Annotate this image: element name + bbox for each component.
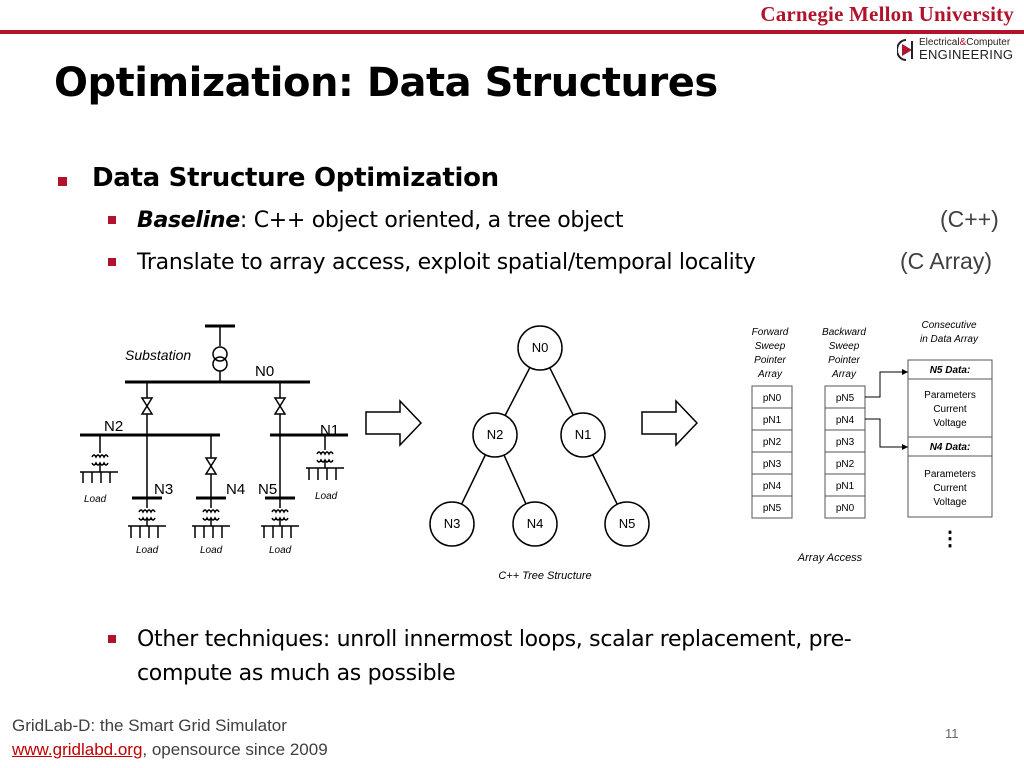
forward-cell: pN2 (762, 437, 782, 448)
sub-bullet-marker (108, 635, 116, 643)
n4-data-label: N4 Data: (929, 442, 971, 453)
backward-header-line: Backward (822, 327, 866, 338)
note-c-array: (C Array) (900, 248, 992, 274)
tree-node-n4: N4 (526, 516, 544, 531)
tree-node-n0: N0 (531, 340, 549, 355)
slide-title: Optimization: Data Structures (54, 60, 718, 106)
ece-logo-icon (897, 38, 917, 62)
substation-label: Substation (125, 347, 192, 363)
node-label-n2: N2 (104, 418, 124, 435)
feeder-circuit-diagram (70, 318, 360, 563)
bullet-main: Data Structure Optimization (92, 163, 499, 193)
sub-bullet-baseline: Baseline: C++ object oriented, a tree object (137, 208, 624, 233)
node-label-n5: N5 (258, 481, 278, 498)
bullet-marker (58, 177, 67, 186)
footer-line2: www.gridlabd.org, opensource since 2009 (12, 740, 328, 759)
sub-bullet-marker (108, 258, 116, 266)
forward-cell: pN1 (762, 415, 782, 426)
node-label-n4: N4 (226, 481, 246, 498)
data-line: Voltage (933, 418, 967, 429)
backward-cell: pN5 (835, 393, 855, 404)
tree-node-n3: N3 (443, 516, 461, 531)
data-line: Parameters (924, 390, 976, 401)
cpp-tree-diagram (425, 325, 660, 585)
sub-bullet-translate: Translate to array access, exploit spatial/temporal locality (137, 250, 756, 275)
node-label-n1: N1 (320, 422, 340, 439)
sub-bullet-marker (108, 216, 116, 224)
load-label: Load (269, 545, 292, 556)
forward-cell: pN5 (762, 503, 782, 514)
note-cpp: (C++) (940, 206, 999, 232)
forward-cell: pN3 (762, 459, 782, 470)
tree-caption: C++ Tree Structure (498, 570, 592, 582)
backward-cell: pN4 (835, 415, 855, 426)
header-rule (0, 30, 1024, 34)
right-arrow-icon (640, 398, 700, 448)
backward-header-line: Pointer (828, 355, 860, 366)
load-label: Load (200, 545, 223, 556)
data-line: Parameters (924, 469, 976, 480)
footer-title: GridLab-D: the Smart Grid Simulator (12, 716, 287, 735)
array-caption: Array Access (797, 552, 863, 564)
data-line: Voltage (933, 497, 967, 508)
tree-node-n5: N5 (618, 516, 636, 531)
forward-header-line: Array (758, 369, 782, 380)
ece-logo: Electrical&Computer ENGINEERING (897, 36, 1021, 64)
sub-bullet-other-line1: Other techniques: unroll innermost loops, scalar replacement, pre- (137, 627, 852, 652)
array-access-diagram (730, 315, 1020, 570)
data-line: Current (933, 404, 967, 415)
ellipsis-icon: ⋮ (940, 528, 960, 550)
backward-cell: pN2 (835, 459, 855, 470)
load-label: Load (136, 545, 159, 556)
backward-cell: pN0 (835, 503, 855, 514)
page-number: 11 (945, 726, 959, 741)
backward-cell: pN1 (835, 481, 855, 492)
consecutive-header-line: Consecutive (921, 320, 977, 331)
n5-data-label: N5 Data: (929, 365, 971, 376)
tree-node-n1: N1 (574, 427, 592, 442)
node-label-n0: N0 (255, 363, 275, 380)
backward-cell: pN3 (835, 437, 855, 448)
forward-cell: pN4 (762, 481, 782, 492)
tree-node-n2: N2 (486, 427, 504, 442)
node-label-n3: N3 (154, 481, 174, 498)
data-line: Current (933, 483, 967, 494)
load-label: Load (315, 491, 338, 502)
sub-bullet-other-line2: compute as much as possible (137, 661, 456, 686)
backward-header-line: Sweep (828, 341, 860, 352)
backward-header-line: Array (832, 369, 856, 380)
website-link[interactable]: www.gridlabd.org (12, 740, 143, 759)
forward-header-line: Sweep (754, 341, 786, 352)
forward-cell: pN0 (762, 393, 782, 404)
forward-header-line: Forward (751, 327, 789, 338)
forward-header-line: Pointer (754, 355, 786, 366)
right-arrow-icon (364, 398, 424, 448)
consecutive-header-line: in Data Array (920, 334, 978, 345)
load-label: Load (84, 494, 107, 505)
university-logo-text: Carnegie Mellon University (760, 2, 1014, 26)
